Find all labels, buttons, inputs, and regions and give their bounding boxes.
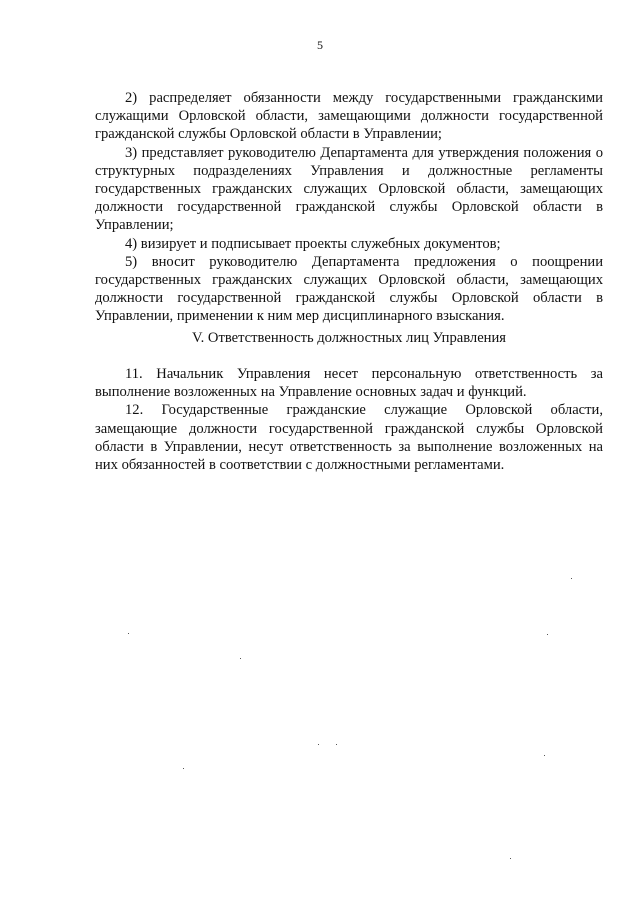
scan-speck: [183, 768, 184, 769]
list-item: 3) представляет руководителю Департамента для утверждения положения о структурных подразделениях Управления и должностные регламенты государственных гражданских служащих Орловской области, замещающих должности государственной гражданской службы Орловской области в Управлении;: [95, 144, 603, 234]
section-paragraph: 11. Начальник Управления несет персональную ответственность за выполнение возложенных на Управление основных задач и функций.: [95, 366, 603, 401]
scan-speck: [128, 633, 129, 634]
scan-speck: [571, 578, 572, 579]
section-paragraph: 12. Государственные гражданские служащие Орловской области, замещающие должности государственной гражданской службы Орловской области в Управлении, несут ответственность за выполнение возложенных на них обязанностей в соответствии с должностными регламентами.: [95, 402, 603, 474]
scan-speck: [240, 658, 241, 659]
page-number: 5: [317, 38, 323, 52]
list-item: 5) вносит руководителю Департамента предложения о поощрении государственных гражданских служащих Орловской области, замещающих должности государственной гражданской службы Орловской области в Управлении, применении к ним мер дисциплинарного взыскания.: [95, 253, 603, 325]
scan-speck: [547, 634, 548, 635]
list-item: 4) визирует и подписывает проекты служебных документов;: [125, 235, 501, 252]
list-item: 2) распределяет обязанности между государственными гражданскими служащими Орловской области, замещающими должности государственной гражданской службы Орловской области в Управлении;: [95, 90, 603, 143]
scan-speck: [510, 858, 511, 859]
section-heading: V. Ответственность должностных лиц Управления: [191, 330, 507, 346]
section-body: [95, 365, 603, 474]
scan-speck: [336, 744, 337, 745]
scan-speck: [544, 755, 545, 756]
duties-list: [95, 89, 603, 326]
scan-speck: [318, 744, 319, 745]
